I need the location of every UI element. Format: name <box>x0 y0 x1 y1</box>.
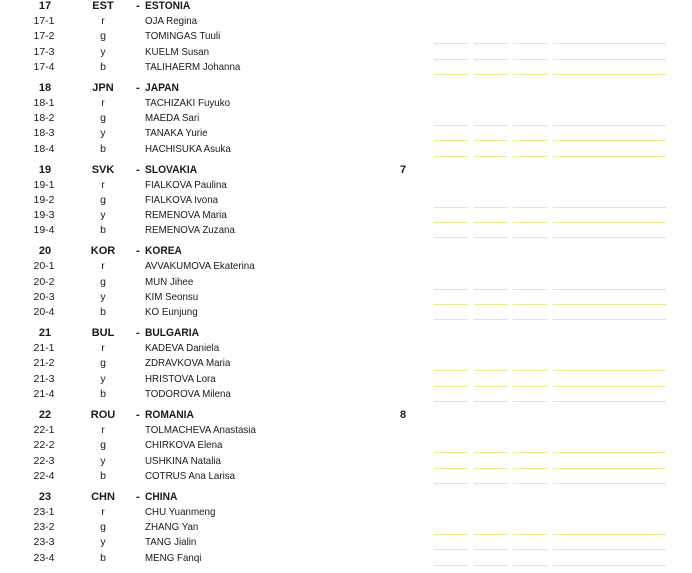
athlete-name: MAEDA Sari <box>145 112 200 125</box>
athlete-name: USHKINA Natalia <box>145 454 221 467</box>
athlete-color-code: r <box>101 342 105 355</box>
athlete-color-code: y <box>100 45 106 58</box>
athlete-row <box>0 387 692 402</box>
score-entry-line <box>553 319 666 320</box>
athlete-color-code: b <box>100 469 106 482</box>
athlete-row <box>0 60 692 75</box>
athlete-color-code: g <box>100 357 106 370</box>
athlete-row <box>0 423 692 438</box>
team-block <box>0 245 692 327</box>
athlete-name: REMENOVA Zuzana <box>145 224 235 237</box>
athlete-color-code: g <box>100 275 106 288</box>
athlete-name: FIALKOVA Ivona <box>145 193 219 206</box>
team-nation-code: KOR <box>90 245 116 258</box>
score-entry-line <box>513 483 547 484</box>
athlete-color-code: y <box>100 290 106 303</box>
score-entry-line <box>474 156 508 157</box>
team-nation-code: ROU <box>90 409 116 421</box>
athlete-color-code: r <box>101 424 105 436</box>
athlete-row <box>0 45 692 60</box>
score-entry-line <box>553 401 666 402</box>
athlete-id: 21-4 <box>33 388 55 401</box>
athlete-row <box>0 126 692 141</box>
athlete-id: 23-2 <box>33 521 55 534</box>
athlete-name: KIM Seonsu <box>145 290 199 303</box>
athlete-name: TOMINGAS Tuuli <box>145 30 221 43</box>
team-block <box>0 327 692 409</box>
athlete-id: 20-3 <box>33 290 55 303</box>
athlete-name: KUELM Susan <box>145 45 210 58</box>
team-header <box>0 489 692 505</box>
athlete-row <box>0 356 692 371</box>
score-entry-line <box>513 565 547 566</box>
score-entry-line <box>553 565 666 566</box>
athlete-color-code: b <box>100 388 106 401</box>
score-entry-line <box>513 156 547 157</box>
athlete-row <box>0 223 692 238</box>
athlete-id: 23-4 <box>33 551 55 564</box>
team-country-name: ROMANIA <box>145 409 194 421</box>
athlete-id: 22-4 <box>33 469 55 482</box>
athlete-name: MENG Fanqi <box>145 551 202 564</box>
score-entry-line <box>434 237 468 238</box>
team-number: 19 <box>38 163 52 176</box>
team-number: 20 <box>38 245 52 258</box>
score-entry-line <box>553 483 666 484</box>
athlete-color-code: r <box>101 96 105 109</box>
athlete-row <box>0 193 692 208</box>
athlete-id: 18-1 <box>33 96 55 109</box>
athlete-id: 20-4 <box>33 306 55 319</box>
athlete-id: 17-1 <box>33 15 55 27</box>
athlete-name: TACHIZAKI Fuyuko <box>145 96 231 109</box>
athlete-name: KO Eunjung <box>145 306 198 319</box>
team-block <box>0 164 692 246</box>
athlete-row <box>0 275 692 290</box>
team-separator: - <box>136 409 140 421</box>
athlete-name: KADEVA Daniela <box>145 342 220 355</box>
team-block <box>0 82 692 164</box>
athlete-row <box>0 438 692 453</box>
athlete-name: TALIHAERM Johanna <box>145 60 241 73</box>
team-country-name: BULGARIA <box>145 327 199 340</box>
athlete-id: 19-4 <box>33 224 55 237</box>
athlete-color-code: g <box>100 30 106 43</box>
athlete-color-code: g <box>100 521 106 534</box>
athlete-name: TOLMACHEVA Anastasia <box>145 424 256 436</box>
athlete-name: COTRUS Ana Larisa <box>145 469 236 482</box>
athlete-id: 20-2 <box>33 275 55 288</box>
athlete-color-code: g <box>100 439 106 452</box>
score-entry-line <box>513 74 547 75</box>
athlete-row <box>0 505 692 520</box>
athlete-color-code: r <box>101 15 105 27</box>
athlete-name: TANAKA Yurie <box>145 127 208 140</box>
team-separator: - <box>136 327 140 340</box>
athlete-name: HRISTOVA Lora <box>145 372 216 385</box>
team-rank: 8 <box>400 409 407 421</box>
score-entry-line <box>434 401 468 402</box>
score-entry-line <box>474 565 508 566</box>
athlete-id: 21-1 <box>33 342 55 355</box>
athlete-row <box>0 111 692 126</box>
athlete-color-code: b <box>100 60 106 73</box>
athlete-color-code: g <box>100 112 106 125</box>
team-number: 18 <box>38 81 52 94</box>
athlete-id: 19-1 <box>33 178 55 191</box>
athlete-row <box>0 29 692 44</box>
athlete-name: ZDRAVKOVA Maria <box>145 357 231 370</box>
athlete-id: 19-2 <box>33 193 55 206</box>
athlete-row <box>0 96 692 111</box>
athlete-id: 23-1 <box>33 505 55 518</box>
athlete-color-code: b <box>100 551 106 564</box>
athlete-color-code: y <box>100 536 106 549</box>
athlete-row <box>0 305 692 320</box>
team-header <box>0 0 692 14</box>
team-country-name: SLOVAKIA <box>145 163 198 176</box>
athlete-color-code: y <box>100 372 106 385</box>
athlete-row <box>0 259 692 274</box>
athlete-id: 23-3 <box>33 536 55 549</box>
team-header <box>0 325 692 341</box>
athlete-id: 22-1 <box>33 424 55 436</box>
team-number: 21 <box>38 327 52 340</box>
athlete-id: 19-3 <box>33 209 55 222</box>
score-entry-line <box>513 237 547 238</box>
team-country-name: KOREA <box>145 245 182 258</box>
athlete-color-code: b <box>100 224 106 237</box>
athlete-color-code: b <box>100 306 106 319</box>
athlete-name: ZHANG Yan <box>145 521 199 534</box>
team-country-name: CHINA <box>145 490 178 503</box>
score-entry-line <box>553 237 666 238</box>
athlete-color-code: r <box>101 260 105 273</box>
score-entry-line <box>553 156 666 157</box>
athlete-name: OJA Regina <box>145 15 198 27</box>
team-separator: - <box>136 163 140 176</box>
score-entry-line <box>474 483 508 484</box>
athlete-color-code: y <box>100 127 106 140</box>
athlete-id: 18-3 <box>33 127 55 140</box>
score-entry-line <box>434 74 468 75</box>
team-block <box>0 409 692 491</box>
athlete-id: 20-1 <box>33 260 55 273</box>
athlete-row <box>0 208 692 223</box>
athlete-row <box>0 142 692 157</box>
athlete-row <box>0 372 692 387</box>
athlete-row <box>0 290 692 305</box>
athlete-color-code: b <box>100 142 106 155</box>
athlete-name: FIALKOVA Paulina <box>145 178 227 191</box>
athlete-row <box>0 178 692 193</box>
athlete-id: 22-3 <box>33 454 55 467</box>
athlete-name: MUN Jihee <box>145 275 194 288</box>
score-entry-line <box>434 565 468 566</box>
team-country-name: ESTONIA <box>145 0 191 12</box>
team-separator: - <box>136 490 140 503</box>
team-header <box>0 80 692 96</box>
team-block <box>0 0 692 82</box>
team-country-name: JAPAN <box>145 81 179 94</box>
athlete-name: TODOROVA Milena <box>145 388 231 401</box>
score-entry-line <box>474 74 508 75</box>
score-entry-line <box>474 319 508 320</box>
athlete-name: REMENOVA Maria <box>145 209 227 222</box>
team-nation-code: BUL <box>91 327 115 340</box>
score-entry-line <box>474 401 508 402</box>
team-number: 17 <box>38 0 52 12</box>
team-number: 23 <box>38 490 52 503</box>
athlete-id: 17-2 <box>33 30 55 43</box>
team-header <box>0 162 692 178</box>
athlete-row <box>0 520 692 535</box>
athlete-id: 17-4 <box>33 60 55 73</box>
athlete-color-code: r <box>101 505 105 518</box>
athlete-id: 21-3 <box>33 372 55 385</box>
athlete-color-code: y <box>100 454 106 467</box>
athlete-name: AVVAKUMOVA Ekaterina <box>145 260 255 273</box>
team-separator: - <box>136 81 140 94</box>
team-nation-code: EST <box>92 0 114 12</box>
athlete-color-code: r <box>101 178 105 191</box>
athlete-row <box>0 469 692 484</box>
team-header <box>0 243 692 259</box>
athlete-id: 18-2 <box>33 112 55 125</box>
athlete-color-code: y <box>100 209 106 222</box>
score-entry-line <box>434 319 468 320</box>
team-header <box>0 407 692 423</box>
team-number: 22 <box>38 409 52 421</box>
team-nation-code: JPN <box>92 81 114 94</box>
score-entry-line <box>474 237 508 238</box>
athlete-color-code: g <box>100 193 106 206</box>
team-separator: - <box>136 245 140 258</box>
athlete-name: TANG Jialin <box>145 536 197 549</box>
athlete-id: 17-3 <box>33 45 55 58</box>
score-entry-line <box>513 401 547 402</box>
athlete-row <box>0 341 692 356</box>
athlete-row <box>0 454 692 469</box>
athlete-id: 22-2 <box>33 439 55 452</box>
athlete-name: HACHISUKA Asuka <box>145 142 231 155</box>
athlete-id: 18-4 <box>33 142 55 155</box>
score-entry-line <box>434 483 468 484</box>
score-entry-line <box>434 156 468 157</box>
athlete-id: 21-2 <box>33 357 55 370</box>
team-nation-code: CHN <box>91 490 115 503</box>
athlete-row <box>0 535 692 550</box>
athlete-name: CHIRKOVA Elena <box>145 439 223 452</box>
athlete-row <box>0 14 692 29</box>
team-nation-code: SVK <box>91 163 115 176</box>
team-block <box>0 491 692 573</box>
score-entry-line <box>513 319 547 320</box>
team-separator: - <box>136 0 140 12</box>
team-rank: 7 <box>400 163 407 176</box>
score-entry-line <box>553 74 666 75</box>
athlete-row <box>0 551 692 566</box>
athlete-name: CHU Yuanmeng <box>145 505 216 518</box>
